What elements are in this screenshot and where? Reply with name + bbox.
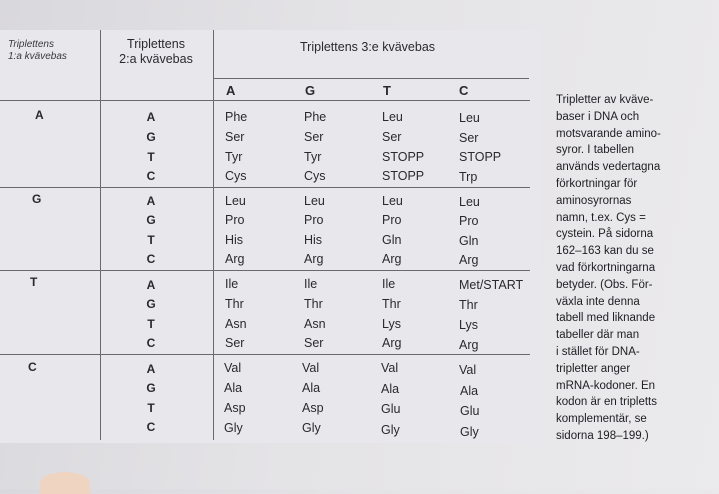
caption-line: vad förkortningarna — [556, 261, 656, 274]
caption-line: syror. I tabellen — [556, 144, 634, 157]
caption-line: i stället för DNA- — [556, 345, 640, 358]
divider-group-g — [0, 187, 530, 188]
amino-acid-cell: Val — [381, 361, 399, 375]
amino-acid-cell: Val — [459, 363, 477, 377]
amino-acid-cell: Ser — [225, 130, 245, 144]
amino-acid-cell: Ser — [459, 131, 479, 145]
caption-line: komplementär, se — [556, 413, 647, 426]
thumb-edge — [40, 472, 90, 494]
amino-acid-cell: Arg — [304, 252, 324, 266]
amino-acid-cell: Val — [302, 361, 320, 375]
amino-acid-cell: Leu — [225, 194, 246, 208]
amino-acid-cell: Arg — [459, 338, 479, 352]
amino-acid-cell: Ser — [382, 130, 402, 144]
amino-acid-cell: Thr — [459, 298, 478, 312]
amino-acid-cell: Gln — [459, 234, 479, 248]
amino-acid-cell: His — [304, 233, 323, 247]
second-base-label: A — [146, 278, 156, 292]
amino-acid-cell: Ala — [460, 384, 479, 398]
divider-header-bottom — [0, 100, 530, 101]
amino-acid-cell: Phe — [225, 110, 248, 124]
caption-line: Tripletter av kväve- — [556, 94, 654, 106]
amino-acid-cell: Gly — [224, 421, 243, 435]
amino-acid-cell: Glu — [460, 404, 480, 418]
second-base-label: C — [146, 169, 156, 183]
amino-acid-cell: Ala — [302, 381, 321, 395]
caption-line: tabell med liknande — [556, 312, 656, 325]
amino-acid-cell: Tyr — [304, 150, 322, 164]
column-header-c: C — [459, 83, 469, 98]
amino-acid-cell: STOPP — [382, 169, 425, 183]
first-base-a: A — [35, 108, 44, 122]
second-base-label: A — [146, 110, 156, 124]
amino-acid-cell: Thr — [225, 297, 244, 311]
amino-acid-cell: Glu — [381, 402, 401, 416]
amino-acid-cell: Arg — [459, 253, 479, 267]
amino-acid-cell: STOPP — [382, 150, 425, 164]
column-header-a: A — [226, 83, 236, 98]
amino-acid-cell: Met/START — [459, 278, 524, 292]
amino-acid-cell: Pro — [304, 213, 324, 227]
first-base-t: T — [30, 275, 38, 289]
second-base-label: T — [147, 401, 155, 415]
second-base-label: T — [147, 317, 155, 331]
amino-acid-cell: Gln — [382, 233, 402, 247]
first-base-g: G — [32, 192, 42, 206]
amino-acid-cell: Trp — [459, 170, 478, 184]
caption-line: växla inte denna — [556, 295, 640, 308]
divider-group-t — [0, 270, 530, 271]
amino-acid-cell: Thr — [304, 297, 323, 311]
divider-header-top — [213, 78, 529, 79]
amino-acid-cell: His — [225, 233, 244, 247]
second-base-label: C — [146, 252, 156, 266]
caption-line: aminosyrornas — [556, 194, 632, 207]
amino-acid-cell: Thr — [382, 297, 401, 311]
amino-acid-cell: Lys — [459, 318, 478, 332]
table-caption — [556, 92, 716, 445]
amino-acid-cell: Cys — [304, 169, 326, 183]
amino-acid-cell: Tyr — [225, 150, 243, 164]
amino-acid-cell: Lys — [382, 317, 401, 331]
header-first-base: Triplettens 1:a kvävebas — [8, 39, 67, 62]
caption-line: förkortningar för — [556, 177, 638, 190]
amino-acid-cell: Ile — [382, 277, 396, 291]
caption-line: cystein. På sidorna — [556, 228, 654, 241]
amino-acid-cell: Gly — [381, 423, 400, 437]
amino-acid-cell: Pro — [459, 214, 479, 228]
caption-line: tripletter anger — [556, 362, 631, 375]
header-second-base: Triplettens 2:a kvävebas — [119, 37, 193, 66]
caption-line: baser i DNA och — [556, 110, 640, 123]
second-base-label: C — [146, 420, 156, 434]
caption-line: mRNA-kodoner. En — [556, 379, 656, 392]
column-header-t: T — [383, 83, 391, 98]
second-base-label: T — [147, 150, 155, 164]
amino-acid-cell: Asn — [225, 317, 247, 331]
amino-acid-cell: Arg — [382, 252, 402, 266]
second-base-label: T — [147, 233, 155, 247]
amino-acid-cell: Cys — [225, 169, 247, 183]
second-base-label: A — [146, 194, 156, 208]
divider-col2 — [213, 30, 214, 440]
amino-acid-cell: Arg — [382, 336, 402, 350]
amino-acid-cell: Gly — [302, 421, 321, 435]
column-header-g: G — [305, 83, 316, 98]
caption-line: motsvarande amino- — [556, 127, 661, 140]
amino-acid-cell: Asp — [224, 401, 246, 415]
caption-line: 162–163 kan du se — [556, 245, 654, 258]
amino-acid-cell: Arg — [225, 252, 245, 266]
amino-acid-cell: Ala — [381, 382, 400, 396]
amino-acid-cell: Leu — [459, 111, 480, 125]
caption-line: kodon är en tripletts — [556, 396, 658, 409]
amino-acid-cell: Pro — [382, 213, 402, 227]
second-base-label: G — [146, 381, 156, 395]
amino-acid-cell: Ile — [304, 277, 318, 291]
second-base-label: G — [146, 297, 156, 311]
amino-acid-cell: Leu — [382, 194, 403, 208]
divider-group-c — [0, 354, 530, 355]
amino-acid-cell: Leu — [382, 110, 403, 124]
caption-line: sidorna 198–199.) — [556, 429, 649, 442]
amino-acid-cell: Ala — [224, 381, 243, 395]
amino-acid-cell: Pro — [225, 213, 245, 227]
amino-acid-cell: Ser — [304, 130, 324, 144]
amino-acid-cell: Val — [224, 361, 242, 375]
amino-acid-cell: Phe — [304, 110, 327, 124]
caption-line: betyder. (Obs. För- — [556, 278, 653, 291]
amino-acid-cell: Ser — [304, 336, 324, 350]
caption-line: namn, t.ex. Cys = — [556, 211, 646, 224]
amino-acid-cell: Asn — [304, 317, 326, 331]
amino-acid-cell: Leu — [304, 194, 325, 208]
header-third-base: Triplettens 3:e kvävebas — [300, 40, 436, 54]
second-base-label: G — [146, 130, 156, 144]
amino-acid-cell: Ser — [225, 336, 245, 350]
second-base-label: A — [146, 362, 156, 376]
first-base-c: C — [28, 360, 37, 374]
amino-acid-cell: Ile — [225, 277, 239, 291]
second-base-label: C — [146, 336, 156, 350]
divider-col1 — [100, 30, 101, 440]
caption-line: tabeller där man — [556, 329, 640, 342]
amino-acid-cell: Leu — [459, 195, 480, 209]
second-base-label: G — [146, 213, 156, 227]
amino-acid-cell: Gly — [460, 425, 479, 439]
amino-acid-cell: STOPP — [459, 150, 502, 164]
caption-line: används vedertagna — [556, 161, 661, 174]
amino-acid-cell: Asp — [302, 401, 324, 415]
